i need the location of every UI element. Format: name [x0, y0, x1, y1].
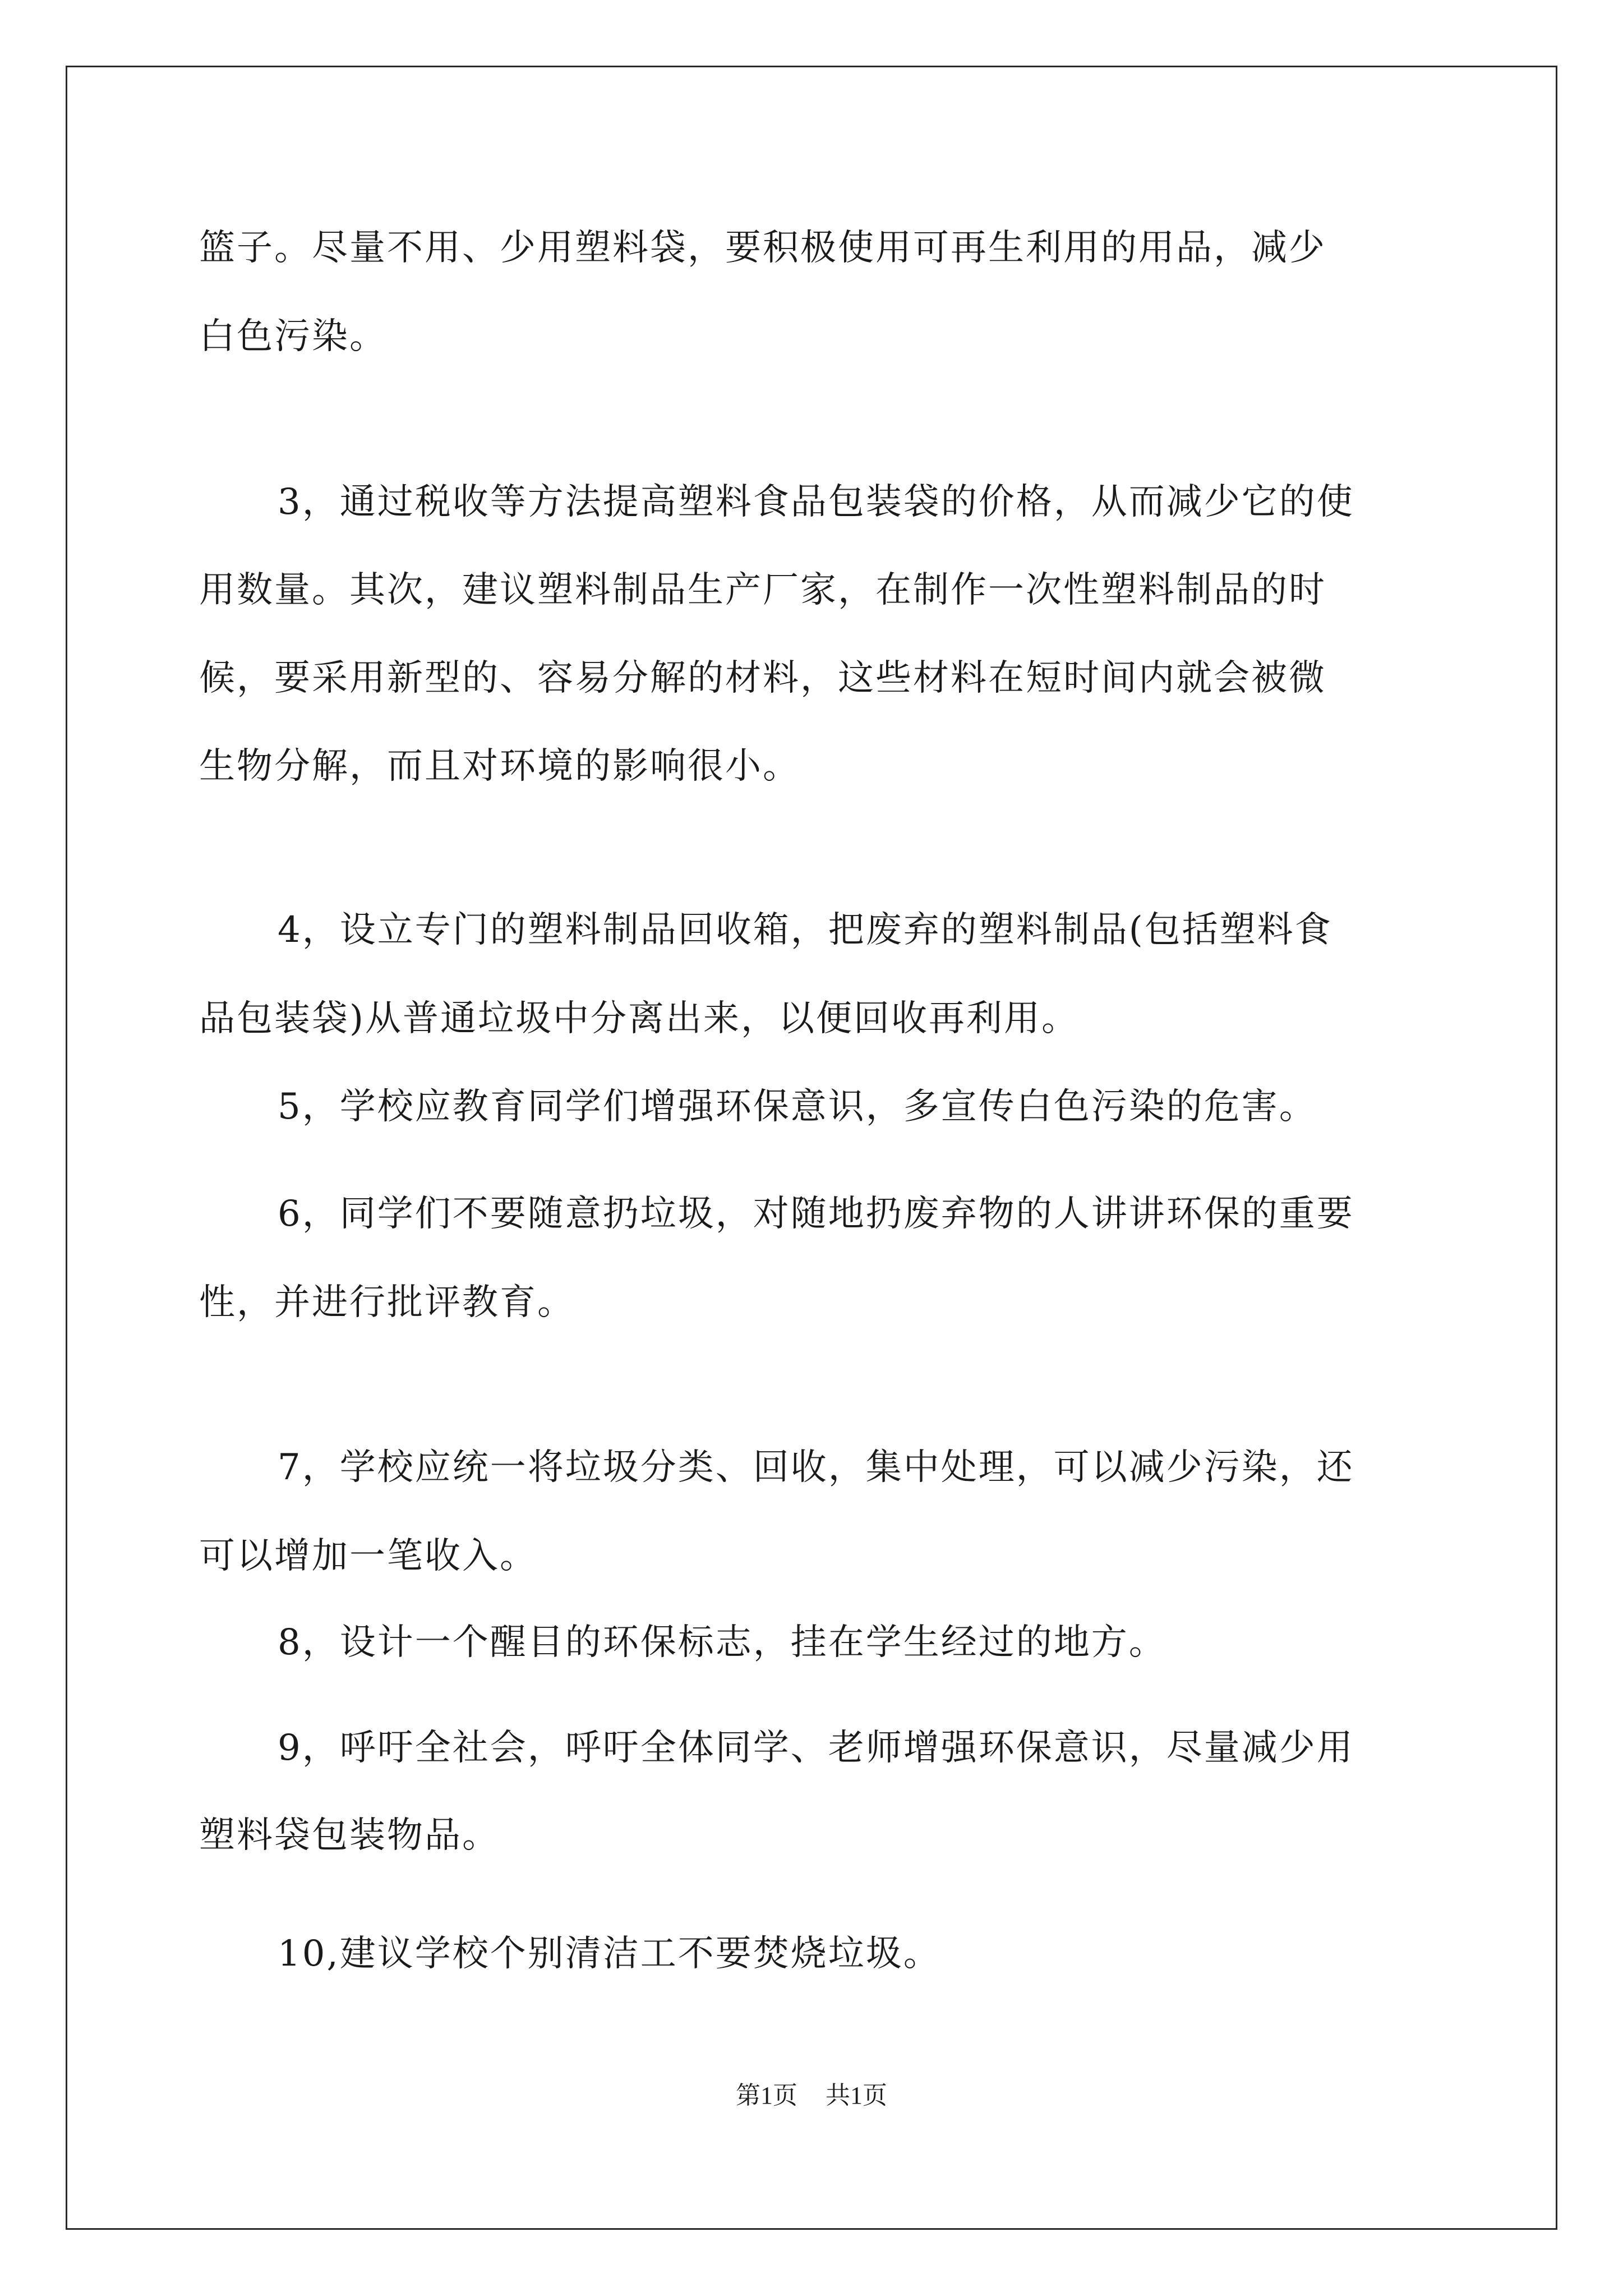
text-line: 3，通过税收等方法提高塑料食品包装袋的价格，从而减少它的使 [278, 481, 1354, 523]
text-line: 品包装袋)从普通垃圾中分离出来，以便回收再利用。 [199, 998, 1079, 1039]
text-line: 候，要采用新型的、容易分解的材料，这些材料在短时间内就会被微 [199, 657, 1326, 699]
text-line: 4，设立专门的塑料制品回收箱，把废弃的塑料制品(包括塑料食 [278, 909, 1332, 951]
text-line: 性，并进行批评教育。 [199, 1282, 575, 1323]
text-line: 用数量。其次，建议塑料制品生产厂家，在制作一次性塑料制品的时 [199, 569, 1326, 611]
text-line: 生物分解，而且对环境的影响很小。 [199, 746, 800, 787]
text-line: 7，学校应统一将垃圾分类、回收，集中处理，可以减少污染，还 [278, 1447, 1354, 1488]
text-line: 5，学校应教育同学们增强环保意识，多宣传白色污染的危害。 [278, 1086, 1317, 1128]
text-line: 6，同学们不要随意扔垃圾，对随地扔废弃物的人讲讲环保的重要 [278, 1193, 1354, 1235]
page-number: 第1页 [736, 2082, 797, 2109]
text-line: 塑料袋包装物品。 [199, 1815, 500, 1856]
text-line: 10,建议学校个别清洁工不要焚烧垃圾。 [278, 1933, 941, 1975]
text-line: 8，设计一个醒目的环保标志，挂在学生经过的地方。 [278, 1622, 1166, 1663]
text-line: 篮子。尽量不用、少用塑料袋，要积极使用可再生利用的用品，减少 [199, 227, 1326, 269]
page-total: 共1页 [826, 2082, 887, 2109]
page-border [66, 66, 1557, 2230]
text-line: 白色污染。 [199, 316, 387, 357]
text-line: 可以增加一笔收入。 [199, 1535, 537, 1577]
page-footer [0, 2080, 1623, 2111]
text-line: 9，呼吁全社会，呼吁全体同学、老师增强环保意识，尽量减少用 [278, 1727, 1354, 1769]
